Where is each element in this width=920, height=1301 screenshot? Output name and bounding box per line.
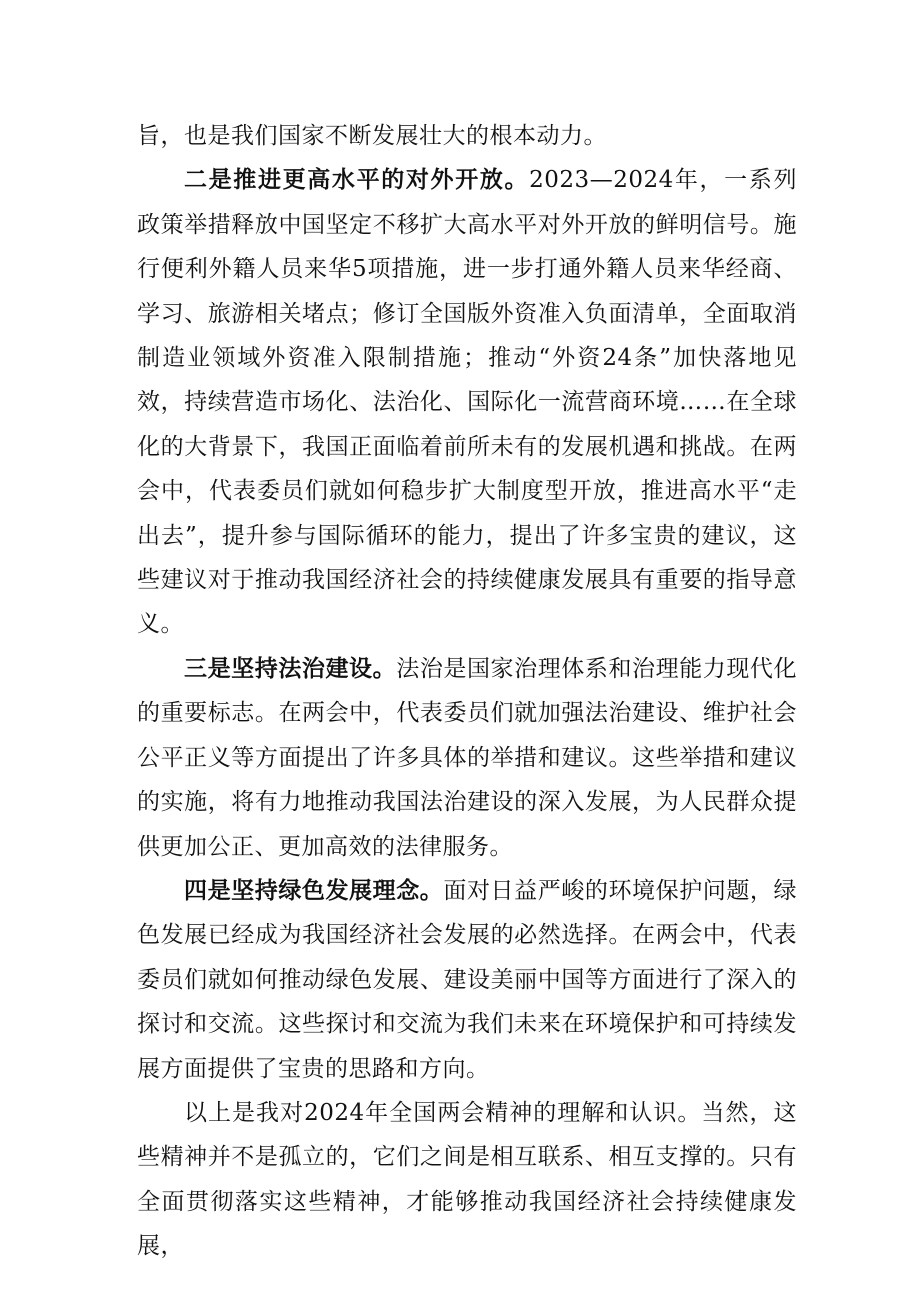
paragraph-heading: 三是坚持法治建设。 [184,654,397,682]
paragraph-heading: 二是推进更高水平的对外开放。 [184,166,530,194]
paragraph-text: 法治是国家治理体系和治理能力现代化的重要标志。在两会中，代表委员们就加强法治建设、维护社会公平正义等方面提出了许多具体的举措和建议。这些举措和建议的实施，将有力地推动我国法治建设的深入发展，为人民群众提供更加公正、更加高效的法律服务。 [137,655,798,860]
document-body [137,114,797,1269]
paragraph-opening-up [137,158,797,646]
paragraph-green-development [137,869,797,1091]
paragraph-text: 2023—2024年，一系列政策举措释放中国坚定不移扩大高水平对外开放的鲜明信号。施行便利外籍人员来华5项措施，进一步打通外籍人员来华经商、学习、旅游相关堵点；修订全国版外资准入负面清单，全面取消制造业领域外资准入限制措施；推动“外资24条”加快落地见效，持续营造市场化、法治化、国际化一流营商环境……在全球化的大背景下，我国正面临着前所未有的发展机遇和挑战。在两会中，代表委员们就如何稳步扩大制度型开放，推进高水平“走出去”，提升参与国际循环的能力，提出了许多宝贵的建议，这些建议对于推动我国经济社会的持续健康发展具有重要的指导意义。 [137,167,797,638]
paragraph-text: 面对日益严峻的环境保护问题，绿色发展已经成为我国经济社会发展的必然选择。在两会中，代表委员们就如何推动绿色发展、建设美丽中国等方面进行了深入的探讨和交流。这些探讨和交流为我们未来在环境保护和可持续发展方面提供了宝贵的思路和方向。 [137,877,798,1082]
paragraph-heading: 四是坚持绿色发展理念。 [184,876,444,904]
paragraph-text: 旨，也是我们国家不断发展壮大的根本动力。 [137,123,607,149]
paragraph-rule-of-law [137,647,797,869]
paragraph-summary [137,1091,797,1269]
paragraph-text: 以上是我对2024年全国两会精神的理解和认识。当然，这些精神并不是孤立的，它们之间是相互联系、相互支撑的。只有全面贯彻落实这些精神，才能够推动我国经济社会持续健康发展， [137,1099,797,1260]
paragraph-continuation [137,114,797,158]
